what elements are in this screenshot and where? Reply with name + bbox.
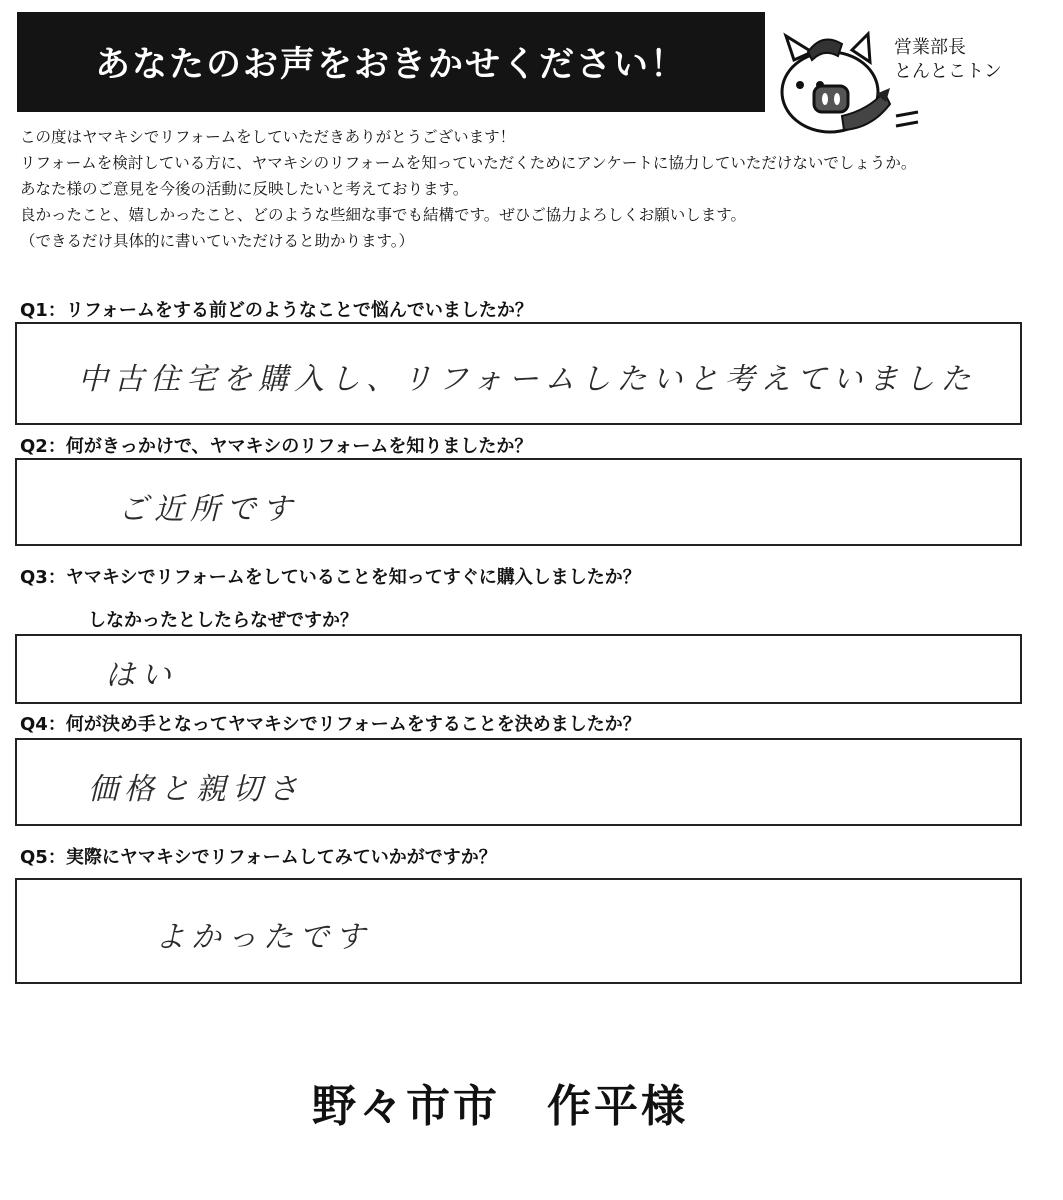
question-3-sublabel: しなかったとしたらなぜですか？	[88, 610, 358, 631]
intro-line: あなた様のご意見を今後の活動に反映したいと考えております。	[20, 180, 469, 198]
question-4-label: Q4：何が決め手となってヤマキシでリフォームをすることを決めましたか？	[20, 714, 641, 735]
answer-2-handwritten: ご近所です	[118, 492, 298, 527]
intro-line: 良かったこと、嬉しかったこと、どのような些細な事でも結構です。ぜひご協力よろしくお願いします。	[20, 206, 747, 224]
question-1-label: Q1：リフォームをする前どのようなことで悩んでいましたか？	[20, 300, 533, 321]
survey-title: あなたのお声をおきかせください！	[94, 45, 687, 85]
mascot-caption	[894, 36, 1002, 84]
answer-1-handwritten: 中古住宅を購入し、リフォームしたいと考えていました	[78, 362, 977, 397]
answer-4-handwritten: 価格と親切さ	[88, 772, 304, 807]
answer-3-handwritten: はい	[105, 658, 177, 693]
mascot-name: とんとこトン	[894, 61, 1002, 82]
customer-signature: 野々市市 作平様	[312, 1081, 688, 1132]
intro-line: この度はヤマキシでリフォームをしていただきありがとうございます！	[20, 128, 516, 146]
intro-line: （できるだけ具体的に書いていただけると助かります。）	[20, 232, 415, 250]
mascot-role: 営業部長	[894, 37, 966, 58]
survey-title-banner	[17, 12, 765, 112]
question-3-label: Q3：ヤマキシでリフォームをしていることを知ってすぐに購入しましたか？	[20, 567, 641, 588]
question-2-label: Q2：何がきっかけで、ヤマキシのリフォームを知りましたか？	[20, 436, 533, 457]
answer-5-handwritten: よかったです	[155, 920, 371, 955]
question-5-label: Q5：実際にヤマキシでリフォームしてみていかがですか？	[20, 847, 497, 868]
intro-line: リフォームを検討している方に、ヤマキシのリフォームを知っていただくためにアンケートに協力していただけないでしょうか。	[20, 154, 917, 172]
intro-text	[20, 124, 1040, 254]
